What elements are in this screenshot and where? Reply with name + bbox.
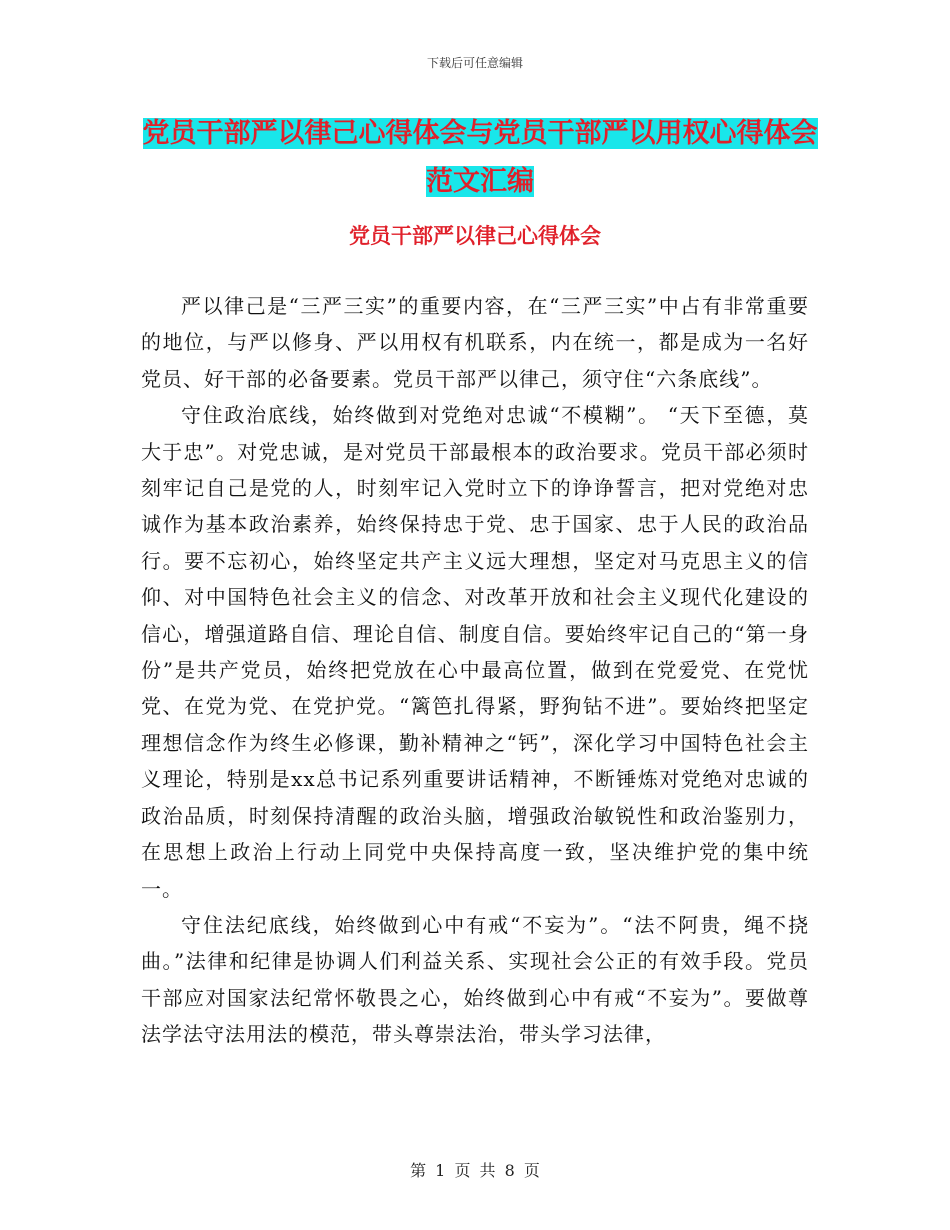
paragraph: 守住政治底线，始终做到对党绝对忠诚“不模糊”。 “天下至德，莫大于忠”。对党忠诚，是对党员干部最根本的政治要求。党员干部必须时刻牢记自己是党的人，时刻牢记入党时立下的诤诤誓言，把对党绝对忠诚作为基本政治素养，始终保持忠于党、忠于国家、忠于人民的政治品行。要不忘初心，始终坚定共产主义远大理想，坚定对马克思主义的信仰、对中国特色社会主义的信念、对改革开放和社会主义现代化建设的信心，增强道路自信、理论自信、制度自信。要始终牢记自己的“第一身份”是共产党员，始终把党放在心中最高位置，做到在党爱党、在党忧党、在党为党、在党护党。“篱笆扎得紧，野狗钻不进”。要始终把坚定理想信念作为终生必修课，勤补精神之“钙”，深化学习中国特色社会主义理论，特别是xx总书记系列重要讲话精神，不断锤炼对党绝对忠诚的政治品质，时刻保持清醒的政治头脑，增强政治敏锐性和政治鉴别力，在思想上政治上行动上同党中央保持高度一致，坚决维护党的集中统一。	[141, 403, 809, 901]
body-text	[141, 288, 809, 1053]
title-highlight: 党员干部严以律己心得体会与党员干部严以用权心得体会范文汇编	[142, 118, 818, 197]
header-note: 下载后可任意编辑	[426, 56, 523, 70]
document-title	[140, 110, 820, 206]
page-footer: 第 1 页 共 8 页	[410, 1161, 540, 1180]
paragraph: 守住法纪底线，始终做到心中有戒“不妄为”。“法不阿贵，绳不挠曲。”法律和纪律是协调人们利益关系、实现社会公正的有效手段。党员干部应对国家法纪常怀敬畏之心，始终做到心中有戒“不妄为”。要做尊法学法守法用法的模范，带头尊崇法治，带头学习法律，	[141, 912, 809, 1047]
section-title: 党员干部严以律己心得体会	[349, 224, 601, 248]
paragraph: 严以律己是“三严三实”的重要内容，在“三严三实”中占有非常重要的地位，与严以修身、严以用权有机联系，内在统一，都是成为一名好党员、好干部的必备要素。党员干部严以律己，须守住“六条底线”。	[141, 294, 809, 391]
